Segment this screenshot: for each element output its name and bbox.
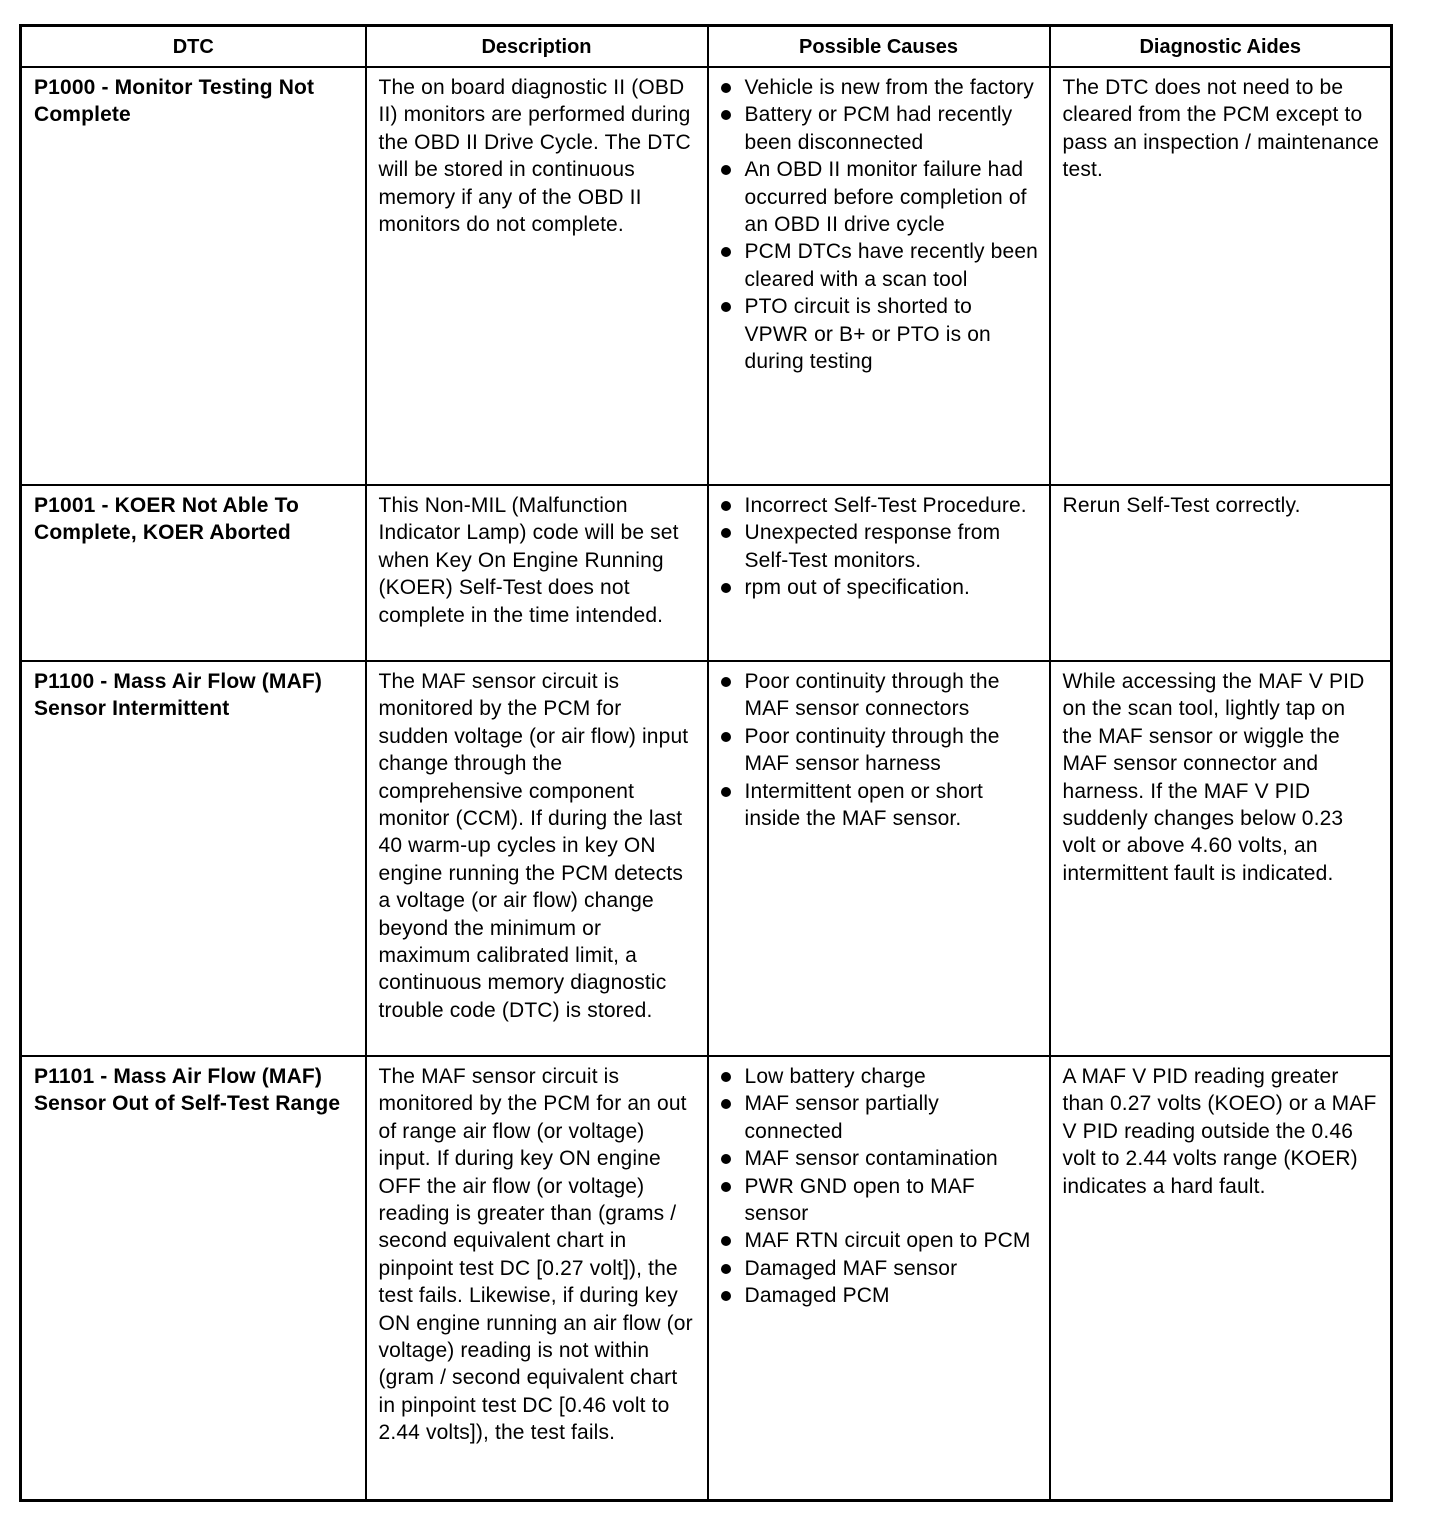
description-cell: The MAF sensor circuit is monitored by the PCM for sudden voltage (or air flow) input change through the comprehensive component monitor (CCM). If during the last 40 warm-up cycles in key ON engine running the PCM detects a voltage (or air flow) change beyond the minimum or maximum calibrated limit, a continuous memory diagnostic trouble code (DTC) is stored. bbox=[366, 661, 708, 1056]
cause-item: Poor continuity through the MAF sensor connectors bbox=[721, 668, 1039, 723]
cause-item: Battery or PCM had recently been disconnected bbox=[721, 101, 1039, 156]
cause-item: Unexpected response from Self-Test monitors. bbox=[721, 519, 1039, 574]
cause-item: MAF RTN circuit open to PCM bbox=[721, 1227, 1039, 1254]
aides-cell: While accessing the MAF V PID on the scan tool, lightly tap on the MAF sensor or wiggle the MAF sensor connector and harness. If the MAF V PID suddenly changes below 0.23 volt or above 4.60 volts, an intermittent fault is indicated. bbox=[1050, 661, 1392, 1056]
dtc-code-cell: P1100 - Mass Air Flow (MAF) Sensor Intermittent bbox=[21, 661, 366, 1056]
causes-list bbox=[721, 492, 1039, 602]
cause-item: rpm out of specification. bbox=[721, 574, 1039, 601]
causes-cell bbox=[708, 485, 1050, 661]
cause-item: Damaged PCM bbox=[721, 1282, 1039, 1309]
cause-item: Poor continuity through the MAF sensor harness bbox=[721, 723, 1039, 778]
cause-item: Damaged MAF sensor bbox=[721, 1255, 1039, 1282]
header-description: Description bbox=[366, 26, 708, 68]
cause-item: Intermittent open or short inside the MAF sensor. bbox=[721, 778, 1039, 833]
aides-cell: Rerun Self-Test correctly. bbox=[1050, 485, 1392, 661]
cause-item: An OBD II monitor failure had occurred before completion of an OBD II drive cycle bbox=[721, 156, 1039, 238]
causes-list bbox=[721, 668, 1039, 832]
header-diagnostic-aides: Diagnostic Aides bbox=[1050, 26, 1392, 68]
dtc-table bbox=[19, 24, 1393, 1502]
aides-cell: The DTC does not need to be cleared from the PCM except to pass an inspection / maintenance test. bbox=[1050, 67, 1392, 485]
description-cell: The on board diagnostic II (OBD II) monitors are performed during the OBD II Drive Cycle. The DTC will be stored in continuous memory if any of the OBD II monitors do not complete. bbox=[366, 67, 708, 485]
table-row bbox=[21, 661, 1392, 1056]
cause-item: Low battery charge bbox=[721, 1063, 1039, 1090]
header-dtc: DTC bbox=[21, 26, 366, 68]
table-row bbox=[21, 485, 1392, 661]
cause-item: PCM DTCs have recently been cleared with a scan tool bbox=[721, 238, 1039, 293]
description-cell: This Non-MIL (Malfunction Indicator Lamp) code will be set when Key On Engine Running (KOER) Self-Test does not complete in the time intended. bbox=[366, 485, 708, 661]
causes-cell bbox=[708, 661, 1050, 1056]
description-cell: The MAF sensor circuit is monitored by the PCM for an out of range air flow (or voltage) input. If during key ON engine OFF the air flow (or voltage) reading is greater than (grams / second equivalent chart in pinpoint test DC [0.27 volt]), the test fails. Likewise, if during key ON engine running an air flow (or voltage) reading is not within (gram / second equivalent chart in pinpoint test DC [0.46 volt to 2.44 volts]), the test fails. bbox=[366, 1056, 708, 1501]
cause-item: Vehicle is new from the factory bbox=[721, 74, 1039, 101]
dtc-code-cell: P1101 - Mass Air Flow (MAF) Sensor Out of Self-Test Range bbox=[21, 1056, 366, 1501]
cause-item: Incorrect Self-Test Procedure. bbox=[721, 492, 1039, 519]
cause-item: MAF sensor contamination bbox=[721, 1145, 1039, 1172]
causes-list bbox=[721, 1063, 1039, 1310]
header-possible-causes: Possible Causes bbox=[708, 26, 1050, 68]
header-row bbox=[21, 26, 1392, 68]
cause-item: PWR GND open to MAF sensor bbox=[721, 1173, 1039, 1228]
cause-item: PTO circuit is shorted to VPWR or B+ or PTO is on during testing bbox=[721, 293, 1039, 375]
causes-cell bbox=[708, 67, 1050, 485]
dtc-code-cell: P1001 - KOER Not Able To Complete, KOER Aborted bbox=[21, 485, 366, 661]
aides-cell: A MAF V PID reading greater than 0.27 volts (KOEO) or a MAF V PID reading outside the 0.46 volt to 2.44 volts range (KOER) indicates a hard fault. bbox=[1050, 1056, 1392, 1501]
table-row bbox=[21, 1056, 1392, 1501]
causes-list bbox=[721, 74, 1039, 375]
dtc-code-cell: P1000 - Monitor Testing Not Complete bbox=[21, 67, 366, 485]
causes-cell bbox=[708, 1056, 1050, 1501]
cause-item: MAF sensor partially connected bbox=[721, 1090, 1039, 1145]
table-row bbox=[21, 67, 1392, 485]
